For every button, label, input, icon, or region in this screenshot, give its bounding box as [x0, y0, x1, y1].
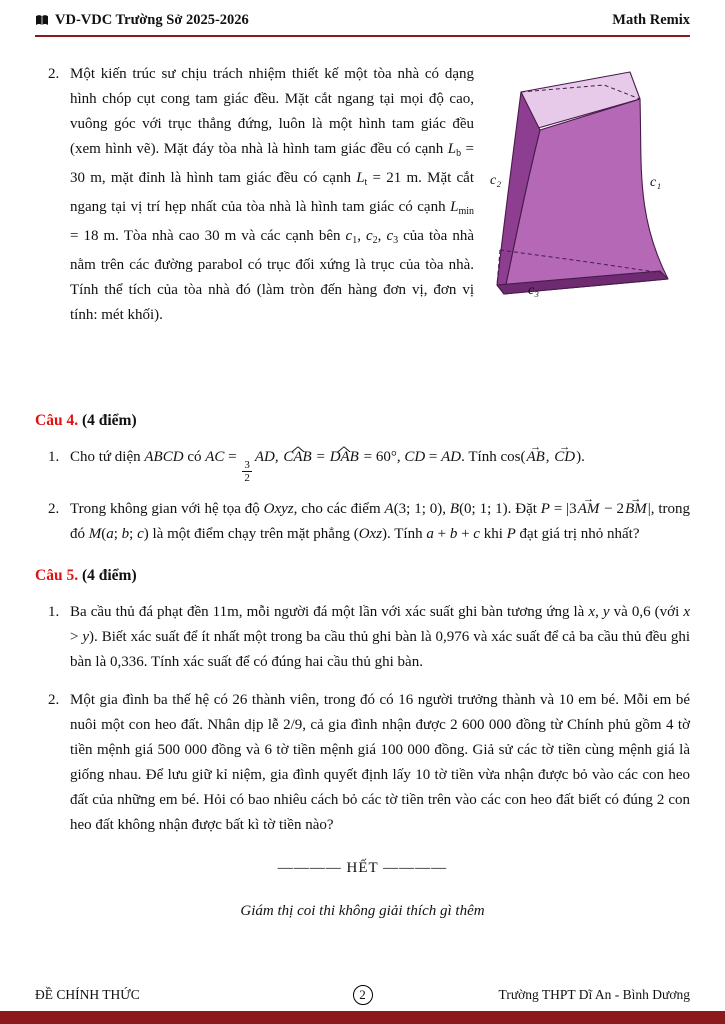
footer-left: ĐỀ CHÍNH THỨC [35, 987, 140, 1002]
cau-5-item-2-number: 2. [48, 692, 60, 709]
cau-5-points: (4 điểm) [81, 567, 137, 585]
cau-4-item-2-text: Trong không gian với hệ tọa độ Oxyz, cho các điểm A(3; 1; 0), B(0; 1; 1). Đặt P = |3→ AM − 2→ BM|, trong đó M(a; b; c) là một điểm chạy trên mặt phẳng (Oxz). Tính a + b + c khi P đạt giá trị nhỏ nhất? [70, 501, 690, 542]
cau-4-item-1-text: Cho tứ diện ABCD có AC = $\frac{3}{2}$ AD, ^ CAB = ^ DAB = 60°, CD = AD. Tính cos(→ AB, → CD). [70, 449, 585, 465]
cau-4-label: Câu 4. [35, 412, 79, 429]
cau-5-item-2 [35, 688, 690, 838]
cau-5-label: Câu 5. [35, 567, 79, 585]
problem-2-text: Một kiến trúc sư chịu trách nhiệm thiết kế một tòa nhà có dạng hình chóp cụt cong tam giác đều. Mặt cắt ngang tại mọi độ cao, vuông góc với trục thẳng đứng, luôn là một hình tam giác đều (xem hình vẽ). Mặt đáy tòa nhà là hình tam giác đều có cạnh $L_b = 30$ m, mặt đỉnh là hình tam giác đều có cạnh $L_t = 21$ m. Mặt cắt ngang tại vị trí hẹp nhất của tòa nhà là hình tam giác có cạnh $L_{min} = 18$ m. Tòa nhà cao 30 m và các cạnh bên $c_1$, $c_2$, $c_3$ của tòa nhà nằm trên các đường parabol có trục đối xứng là trục của tòa nhà. Tính thể tích của tòa nhà đó (làm tròn đến hàng đơn vị, đơn vị tính: mét khối). [70, 66, 474, 323]
footer-right: Trường THPT Dĩ An - Bình Dương [498, 987, 690, 1002]
header-right: Math Remix [612, 12, 690, 28]
content [35, 37, 690, 920]
cau-4-item-1 [35, 445, 690, 484]
figure-label-c3: c₃ [528, 283, 540, 298]
cau-4-points: (4 điểm) [81, 412, 137, 429]
page-footer [35, 987, 690, 1003]
cau-5-item-1-text: Ba cầu thủ đá phạt đền 11m, mỗi người đá một lần với xác suất ghi bàn tương ứng là x, y và 0,6 (với x > y). Biết xác suất để ít nhất một trong ba cầu thủ ghi bàn là 0,976 và xác suất để cả ba cầu thủ đều ghi bàn là 0,336. Tính xác suất để có đúng hai cầu thủ ghi bàn. [70, 604, 691, 671]
figure-label-c2: c₂ [490, 173, 502, 188]
end-divider: ———— HẾT ———— [277, 860, 448, 877]
cau-5-heading [35, 567, 690, 585]
figure-label-c1: c₁ [650, 175, 662, 190]
page-header [35, 0, 690, 37]
building-figure-svg [490, 66, 690, 314]
cau-5-item-2-text: Một gia đình ba thế hệ có 26 thành viên, trong đó có 16 người trưởng thành và 10 em bé. Mỗi em bé nuôi một con heo đất. Nhân dịp lễ 2/9, cả gia đình nhận được 2 600 000 đồng từ Chính phủ gồm 4 tờ tiền mệnh giá 500 000 đồng và 6 tờ tiền mệnh giá 100 000 đồng. Giả sử các tờ tiền cùng mệnh giá là giống nhau. Để lưu giữ kỉ niệm, gia đình quyết định lấy 10 tờ tiền vừa nhận được bỏ vào các con heo đất của những em bé. Hỏi có bao nhiêu cách bỏ các tờ tiền trên vào các con heo đất biết có đúng 2 con heo đất không nhận được bất kì tờ tiền nào? [70, 692, 690, 834]
proctor-note: Giám thị coi thi không giải thích gì thêm [240, 903, 485, 920]
problem-2-body [70, 62, 690, 328]
cau-4-item-1-number: 1. [48, 449, 60, 465]
book-icon [35, 14, 49, 27]
header-title: VD-VDC Trường Sở 2025-2026 [55, 12, 249, 28]
building-figure [490, 66, 690, 314]
bottom-bar [0, 1011, 725, 1024]
problem-2 [35, 62, 690, 328]
header-left [35, 12, 249, 29]
page-number-badge: 2 [353, 985, 373, 1005]
cau-4-heading [35, 412, 690, 430]
problem-2-number: 2. [48, 66, 60, 82]
cau-4-item-2 [35, 497, 690, 547]
cau-4-item-2-number: 2. [48, 501, 60, 518]
cau-5-item-1-number: 1. [48, 604, 60, 621]
cau-5-item-1 [35, 600, 690, 675]
